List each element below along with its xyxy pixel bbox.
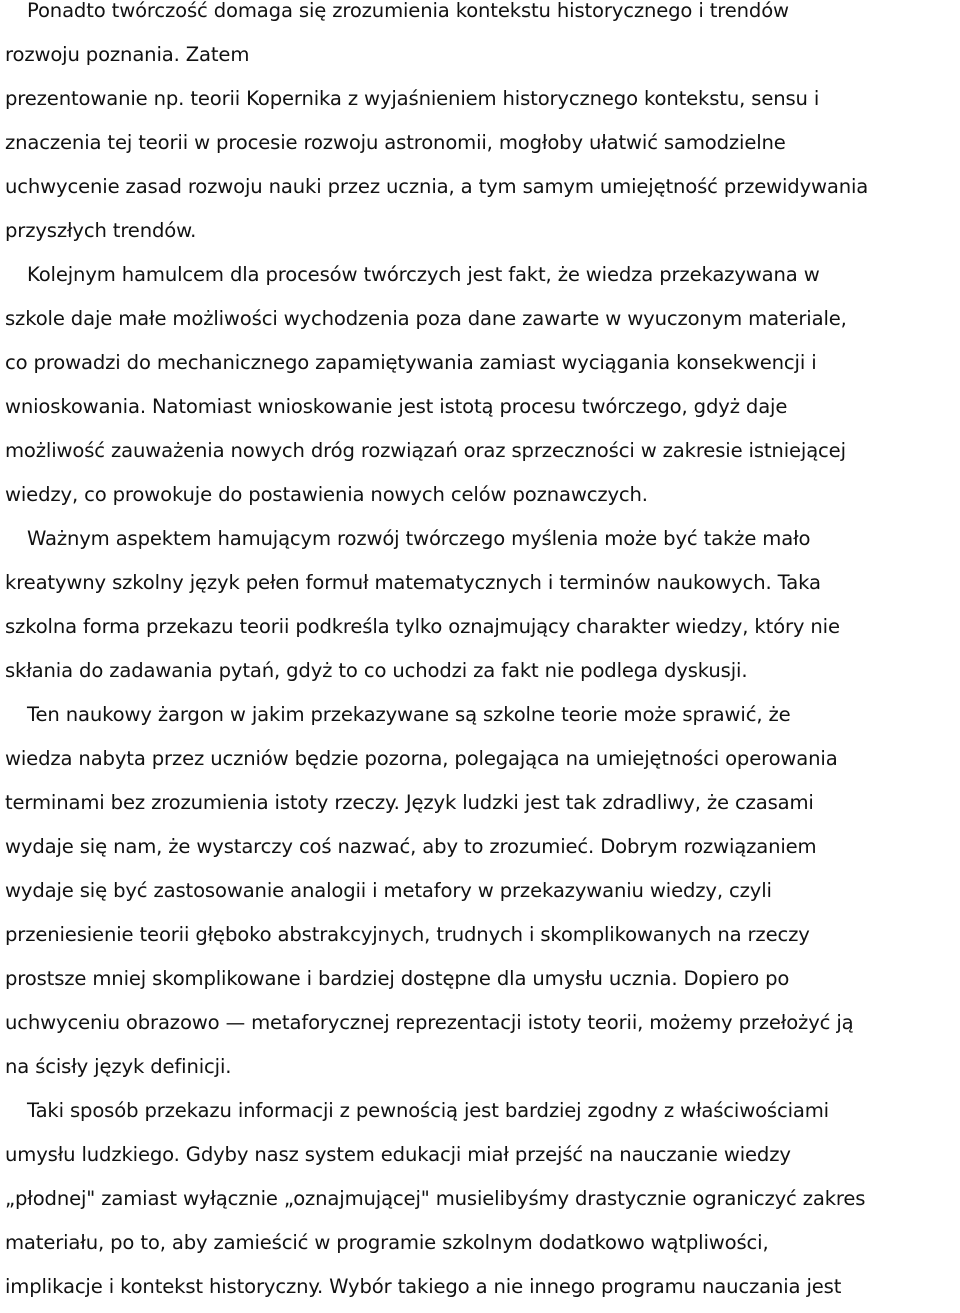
text-line: kreatywny szkolny język pełen formuł matematycznych i terminów naukowych. Taka: [5, 571, 821, 594]
text-line: wiedza nabyta przez uczniów będzie pozorna, polegająca na umiejętności operowania: [5, 747, 838, 770]
text-line: znaczenia tej teorii w procesie rozwoju astronomii, mogłoby ułatwić samodzielne: [5, 131, 786, 154]
text-line: Ten naukowy żargon w jakim przekazywane są szkolne teorie może sprawić, że: [27, 703, 791, 726]
paragraph: [5, 253, 955, 517]
text-line: szkolna forma przekazu teorii podkreśla tylko oznajmujący charakter wiedzy, który nie: [5, 615, 840, 638]
text-line: uchwycenie zasad rozwoju nauki przez ucznia, a tym samym umiejętność przewidywania: [5, 175, 869, 198]
text-line: na ścisły język definicji.: [5, 1055, 232, 1078]
text-line: skłania do zadawania pytań, gdyż to co uchodzi za fakt nie podlega dyskusji.: [5, 659, 748, 682]
document-page: [5, 0, 955, 1309]
text-line: Ponadto twórczość domaga się zrozumienia kontekstu historycznego i trendów: [27, 0, 789, 22]
text-line: możliwość zauważenia nowych dróg rozwiązań oraz sprzeczności w zakresie istniejącej: [5, 439, 846, 462]
text-line: wiedzy, co prowokuje do postawienia nowych celów poznawczych.: [5, 483, 648, 506]
text-line: przyszłych trendów.: [5, 219, 197, 242]
text-line: umysłu ludzkiego. Gdyby nasz system edukacji miał przejść na nauczanie wiedzy: [5, 1143, 791, 1166]
text-line: terminami bez zrozumienia istoty rzeczy. Język ludzki jest tak zdradliwy, że czasami: [5, 791, 814, 814]
text-line: prezentowanie np. teorii Kopernika z wyjaśnieniem historycznego kontekstu, sensu i: [5, 87, 820, 110]
text-line: implikacje i kontekst historyczny. Wybór takiego a nie innego programu nauczania jest: [5, 1275, 842, 1298]
text-line: „płodnej" zamiast wyłącznie „oznajmującej" musielibyśmy drastycznie ograniczyć zakres: [5, 1187, 866, 1210]
text-line: Ważnym aspektem hamującym rozwój twórczego myślenia może być także mało: [27, 527, 811, 550]
paragraph: [5, 1089, 955, 1309]
text-line: prostsze mniej skomplikowane i bardziej dostępne dla umysłu ucznia. Dopiero po: [5, 967, 790, 990]
paragraph: [5, 0, 955, 253]
text-line: uchwyceniu obrazowo — metaforycznej reprezentacji istoty teorii, możemy przełożyć ją: [5, 1011, 854, 1034]
text-line: Taki sposób przekazu informacji z pewnością jest bardziej zgodny z właściwościami: [27, 1099, 829, 1122]
paragraph: [5, 693, 955, 1089]
text-line: co prowadzi do mechanicznego zapamiętywania zamiast wyciągania konsekwencji i: [5, 351, 817, 374]
text-line: przeniesienie teorii głęboko abstrakcyjnych, trudnych i skomplikowanych na rzeczy: [5, 923, 810, 946]
text-line: wydaje się nam, że wystarczy coś nazwać, aby to zrozumieć. Dobrym rozwiązaniem: [5, 835, 817, 858]
text-line: szkole daje małe możliwości wychodzenia poza dane zawarte w wyuczonym materiale,: [5, 307, 847, 330]
text-line: Kolejnym hamulcem dla procesów twórczych jest fakt, że wiedza przekazywana w: [27, 263, 820, 286]
text-line: materiału, po to, aby zamieścić w programie szkolnym dodatkowo wątpliwości,: [5, 1231, 769, 1254]
text-line: wydaje się być zastosowanie analogii i metafory w przekazywaniu wiedzy, czyli: [5, 879, 772, 902]
text-line: rozwoju poznania. Zatem: [5, 43, 250, 66]
paragraph: [5, 517, 955, 693]
text-line: wnioskowania. Natomiast wnioskowanie jest istotą procesu twórczego, gdyż daje: [5, 395, 788, 418]
